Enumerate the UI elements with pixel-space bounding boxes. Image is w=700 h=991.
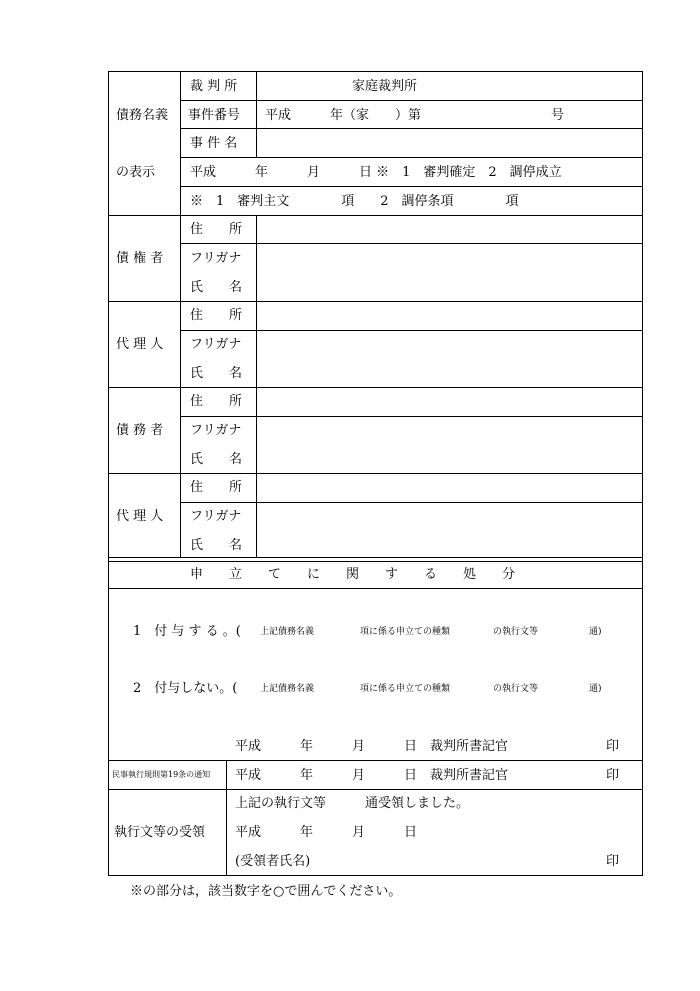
creditor-title: 債 権 者 (116, 251, 164, 266)
creditor-agent-address-label: 住 所 (190, 308, 243, 323)
receipt-name-label: (受領者氏名) (235, 854, 311, 869)
debtor-title: 債 務 者 (116, 423, 164, 438)
obligation-title-bottom: の表示 (116, 165, 156, 180)
case-number-value: 平成 年（家 ）第 号 (265, 108, 565, 123)
receipt-seal: 印 (606, 854, 620, 869)
debtor-address-label: 住 所 (190, 394, 243, 409)
creditor-furigana-label: フリガナ (190, 251, 242, 266)
debtor-furigana-label: フリガナ (190, 423, 242, 438)
creditor-name-label: 氏 名 (190, 280, 243, 295)
court-label: 裁 判 所 (190, 79, 238, 94)
notice-label: 民事執行規則第19条の通知 (112, 770, 211, 779)
disposition-seal: 印 (606, 739, 620, 754)
deny-item-main: 2 付与しない。( (133, 681, 238, 696)
case-number-label: 事件番号 (188, 108, 241, 123)
disposition-date-line: 平成 年 月 日 裁判所書記官 (235, 739, 509, 754)
debtor-agent-title: 代 理 人 (116, 509, 164, 524)
grant-item-small-3: の執行文等 (493, 627, 539, 637)
creditor-agent-title: 代 理 人 (116, 337, 164, 352)
notice-date-line: 平成 年 月 日 裁判所書記官 (235, 768, 509, 783)
court-value: 家庭裁判所 (352, 79, 418, 94)
grant-item-small-4: 通) (589, 627, 602, 637)
notice-seal: 印 (606, 768, 620, 783)
debtor-agent-name-label: 氏 名 (190, 538, 243, 553)
creditor-agent-furigana-label: フリガナ (190, 337, 242, 352)
debtor-name-label: 氏 名 (190, 452, 243, 467)
deny-item-small-4: 通) (589, 684, 602, 694)
deny-item-small-1: 上記債務名義 (260, 684, 315, 694)
creditor-address-label: 住 所 (190, 222, 243, 237)
deny-item-small-2: 項に係る申立ての種類 (360, 684, 451, 694)
grant-item-main: 1 付 与 す る 。( (133, 624, 241, 639)
obligation-title-top: 債務名義 (116, 108, 169, 123)
clause-line: ※ 1 審判主文 項 2 調停条項 項 (190, 194, 519, 209)
receipt-line-1: 上記の執行文等 通受領しました。 (235, 796, 470, 811)
receipt-date-line: 平成 年 月 日 (235, 825, 418, 840)
debtor-agent-address-label: 住 所 (190, 480, 243, 495)
decision-date-line: 平成 年 月 日 ※ 1 審判確定 2 調停成立 (190, 165, 562, 180)
grant-item-small-2: 項に係る申立ての種類 (360, 627, 451, 637)
disposition-heading: 申 立 て に 関 す る 処 分 (190, 567, 516, 582)
case-name-label: 事 件 名 (190, 136, 238, 151)
receipt-label: 執行文等の受領 (114, 825, 206, 840)
deny-item-small-3: の執行文等 (493, 684, 539, 694)
application-form (108, 71, 643, 876)
debtor-agent-furigana-label: フリガナ (190, 509, 242, 524)
footer-note: ※の部分は，該当数字を○で囲んでください。 (130, 884, 402, 899)
creditor-agent-name-label: 氏 名 (190, 366, 243, 381)
grant-item-small-1: 上記債務名義 (260, 627, 315, 637)
